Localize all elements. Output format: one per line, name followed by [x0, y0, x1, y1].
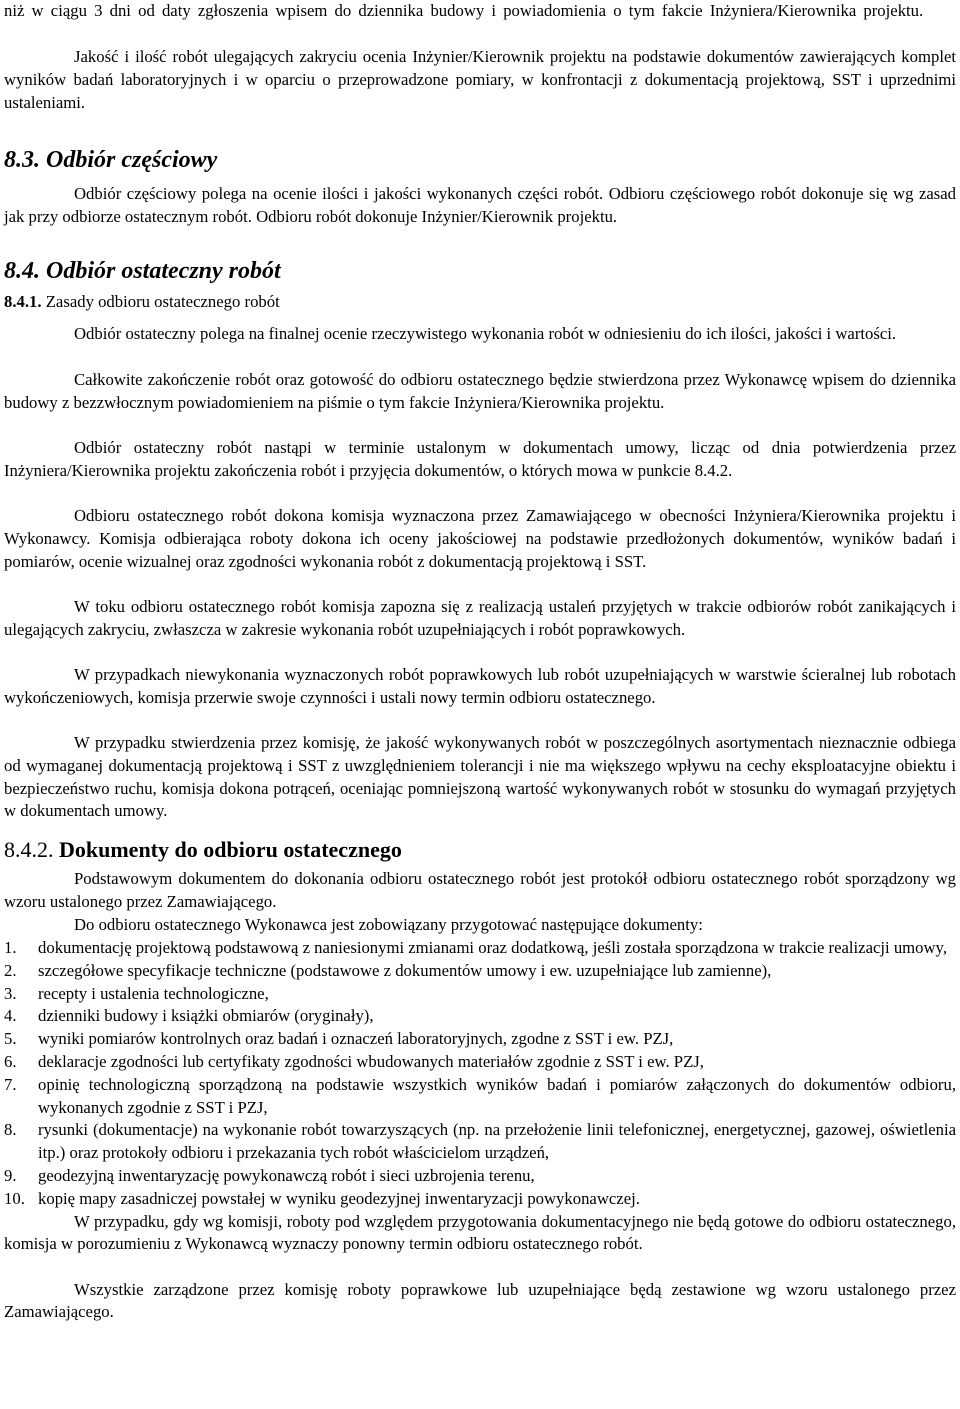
section-heading-8-4-2: [4, 835, 956, 865]
paragraph-partial-acceptance: Odbiór częściowy polega na ocenie ilości i jakości wykonanych części robót. Odbioru częściowego robót dokonuje się wg zasad jak przy odbiorze ostatecznym robót. Odbioru robót dokonuje Inżynier/Kierownik projektu.: [4, 184, 956, 226]
list-item: [4, 1005, 956, 1028]
list-item-number: 8.: [4, 1120, 17, 1140]
subsection-heading-8-4-1: [4, 291, 956, 313]
list-item-number: 3.: [4, 983, 17, 1003]
section-number: 8.4.2.: [4, 837, 54, 862]
list-item-number: 10.: [4, 1188, 25, 1208]
list-item: [4, 983, 956, 1006]
list-item-number: 6.: [4, 1051, 17, 1071]
list-item-text: deklaracje zgodności lub certyfikaty zgodności wbudowanych materiałów zgodnie z SST i ew. PZJ,: [38, 1051, 704, 1071]
subsection-title: Zasady odbioru ostatecznego robót: [45, 292, 280, 311]
paragraph-acceptance-date: Odbiór ostateczny robót nastąpi w terminie ustalonym w dokumentach umowy, licząc od dnia potwierdzenia przez Inżyniera/Kierownika projektu zakończenia robót i przyjęcia dokumentów, o których mowa w punkcie 8.4.2.: [4, 438, 956, 480]
paragraph-continuation: niż w ciągu 3 dni od daty zgłoszenia wpisem do dziennika budowy i powiadomienia o tym fakcie Inżyniera/Kierownika projektu.: [4, 1, 924, 20]
list-item: [4, 1028, 956, 1051]
paragraph-final-acceptance-definition: Odbiór ostateczny polega na finalnej ocenie rzeczywistego wykonania robót w odniesieniu do ich ilości, jakości i wartości.: [74, 324, 897, 343]
section-title: Dokumenty do odbioru ostatecznego: [59, 837, 402, 862]
paragraph-incomplete-works: W przypadkach niewykonania wyznaczonych robót poprawkowych lub robót uzupełniających w warstwie ścieralnej lub robotach wykończeniowych, komisja przerwie swoje czynności i ustali nowy termin odbioru ostatecznego.: [4, 665, 956, 707]
list-item: [4, 960, 956, 983]
list-item-text: rysunki (dokumentacje) na wykonanie robót towarzyszących (np. na przełożenie linii telefonicznej, energetycznej, gazowej, oświetlenia itp.) oraz protokoły odbioru i przekazania tych robót właścicielom urządzeń,: [38, 1120, 956, 1163]
paragraph-basic-document: Podstawowym dokumentem do dokonania odbioru ostatecznego robót jest protokół odbioru ostatecznego robót sporządzony wg wzoru ustalonego przez Zamawiającego.: [4, 869, 956, 911]
list-item: [4, 1119, 956, 1165]
paragraph-not-ready: W przypadku, gdy wg komisji, roboty pod względem przygotowania dokumentacyjnego nie będą gotowe do odbioru ostatecznego, komisja w porozumieniu z Wykonawcą wyznaczy ponowny termin odbioru ostatecznego robót.: [4, 1211, 956, 1254]
list-item: [4, 937, 956, 960]
list-item-number: 4.: [4, 1006, 17, 1026]
list-item: [4, 1051, 956, 1074]
list-item-text: dzienniki budowy i książki obmiarów (oryginały),: [38, 1006, 374, 1026]
list-item-number: 5.: [4, 1029, 17, 1049]
documents-list: [4, 937, 956, 1211]
paragraph-deductions: W przypadku stwierdzenia przez komisję, że jakość wykonywanych robót w poszczególnych asortymentach nieznacznie odbiega od wymaganej dokumentacją projektową i SST z uwzględnieniem tolerancji i nie ma większego wpływu na cechy eksploatacyjne obiektu i bezpieczeństwo ruchu, komisja dokona potrąceń, oceniając pomniejszoną wartość wykonywanych robót w stosunku do wymagań przyjętych w dokumentach umowy.: [4, 733, 956, 821]
list-item-text: wyniki pomiarów kontrolnych oraz badań i oznaczeń laboratoryjnych, zgodne z SST i ew. PZJ,: [38, 1029, 674, 1049]
list-item-number: 9.: [4, 1165, 17, 1185]
paragraph-review: W toku odbioru ostatecznego robót komisja zapozna się z realizacją ustaleń przyjętych w trakcie odbiorów robót zanikających i ulegających zakryciu, zwłaszcza w zakresie wykonania robót uzupełniających i robót poprawkowych.: [4, 597, 956, 639]
paragraph-corrective-works: Wszystkie zarządzone przez komisję roboty poprawkowe lub uzupełniające będą zestawione wg wzoru ustalonego przez Zamawiającego.: [4, 1279, 956, 1322]
paragraph-completion-statement: Całkowite zakończenie robót oraz gotowość do odbioru ostatecznego będzie stwierdzona przez Wykonawcę wpisem do dziennika budowy z bezzwłocznym powiadomieniem na piśmie o tym fakcie Inżyniera/Kierownika projektu.: [4, 370, 956, 412]
list-item-text: szczegółowe specyfikacje techniczne (podstawowe z dokumentów umowy i ew. uzupełniające lub zamienne),: [38, 960, 772, 980]
list-item: [4, 1074, 956, 1120]
list-item-number: 7.: [4, 1074, 17, 1094]
paragraph-coverage-quality: Jakość i ilość robót ulegających zakryciu ocenia Inżynier/Kierownik projektu na podstawie dokumentów zawierających komplet wyników badań laboratoryjnych i w oparciu o przeprowadzone pomiary, w konfrontacji z dokumentacją projektową, SST i uprzednimi ustaleniami.: [4, 47, 956, 112]
list-item-text: recepty i ustalenia technologiczne,: [38, 983, 269, 1003]
list-item-text: dokumentację projektową podstawową z naniesionymi zmianami oraz dodatkową, jeśli została sporządzona w trakcie realizacji umowy,: [38, 938, 947, 957]
list-item-text: geodezyjną inwentaryzację powykonawczą robót i sieci uzbrojenia terenu,: [38, 1165, 535, 1185]
list-item-number: 1.: [4, 938, 17, 957]
paragraph-documents-intro: Do odbioru ostatecznego Wykonawca jest zobowiązany przygotować następujące dokumenty:: [74, 915, 703, 934]
section-heading-8-3: 8.3. Odbiór częściowy: [4, 147, 218, 173]
list-item-number: 2.: [4, 960, 17, 980]
list-item: [4, 1188, 956, 1211]
list-item-text: opinię technologiczną sporządzoną na podstawie wszystkich wyników badań i pomiarów załączonych do dokumentów odbioru, wykonanych zgodnie z SST i PZJ,: [38, 1074, 956, 1117]
paragraph-commission: Odbioru ostatecznego robót dokona komisja wyznaczona przez Zamawiającego w obecności Inżyniera/Kierownika projektu i Wykonawcy. Komisja odbierająca roboty dokona ich oceny jakościowej na podstawie przedłożonych dokumentów, wyników badań i pomiarów, ocenie wizualnej oraz zgodności wykonania robót z dokumentacją projektową i SST.: [4, 506, 956, 571]
list-item: [4, 1165, 956, 1188]
list-item-text: kopię mapy zasadniczej powstałej w wyniku geodezyjnej inwentaryzacji powykonawczej.: [38, 1188, 640, 1208]
subsection-number: 8.4.1.: [4, 292, 42, 311]
section-heading-8-4: 8.4. Odbiór ostateczny robót: [4, 258, 281, 284]
